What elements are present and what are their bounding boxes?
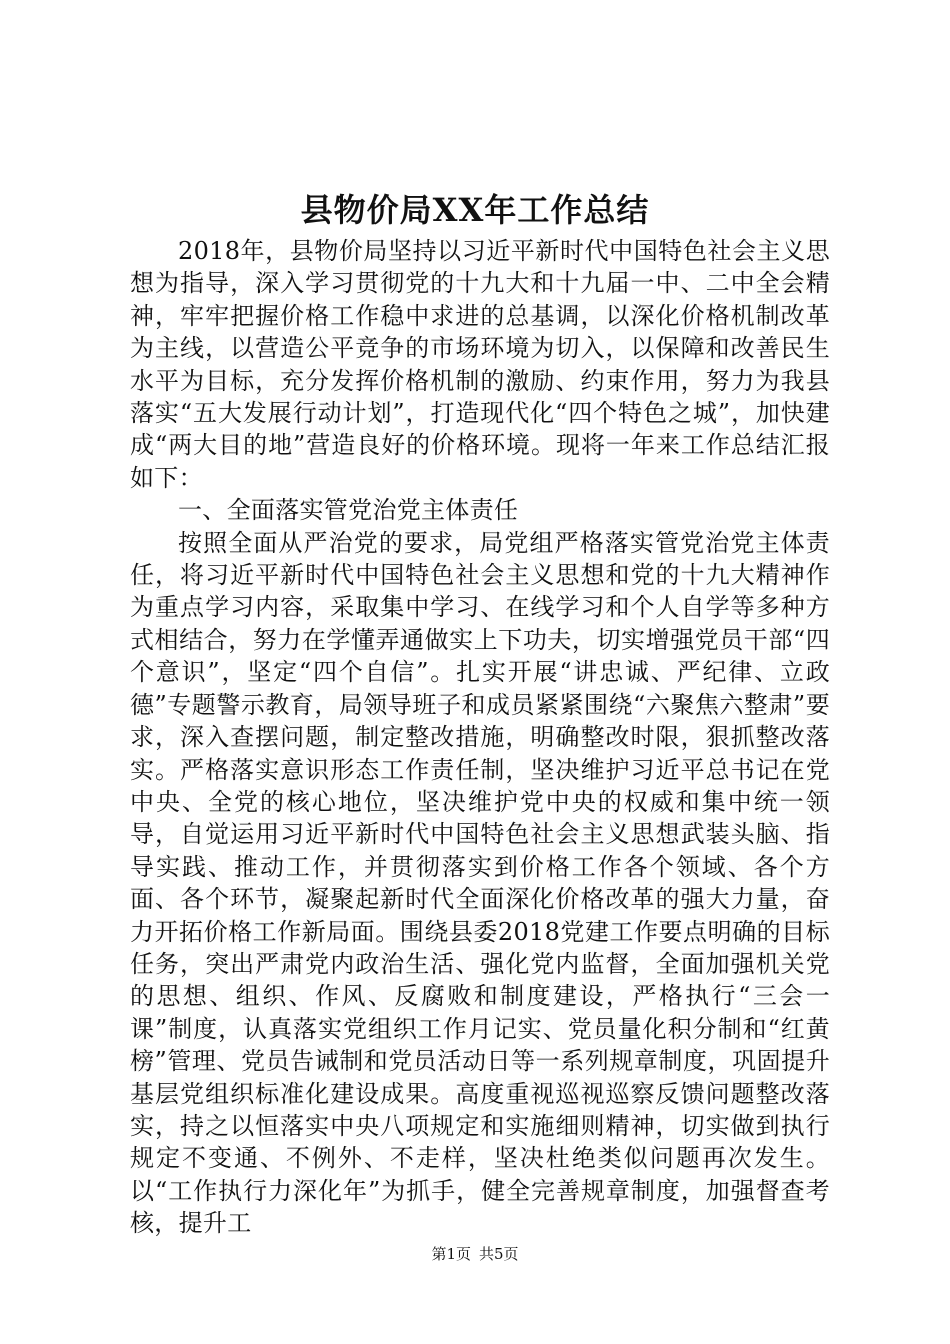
section-heading: 一、全面落实管党治党主体责任 <box>178 496 519 525</box>
body-paragraph: 按照全面从严治党的要求，局党组严格落实管党治党主体责任，将习近平新时代中国特色社会主义思想和党的十九大精神作为重点学习内容，采取集中学习、在线学习和个人自学等多种方式相结合，努力在学懂弄通做实上下功夫，切实增强党员干部“四个意识”，坚定“四个自信”。扎实开展“讲忠诚、严纪律、立政德”专题警示教育，局领导班子和成员紧紧围绕“六聚焦六整肃”要求，深入查摆问题，制定整改措施，明确整改时限，狠抓整改落实。严格落实意识形态工作责任制，坚决维护习近平总书记在党中央、全党的核心地位，坚决维护党中央的权威和集中统一领导，自觉运用习近平新时代中国特色社会主义思想武装头脑、指导实践、推动工作，并贯彻落实到价格工作各个领域、各个方面、各个环节，凝聚起新时代全面深化价格改革的强大力量，奋力开拓价格工作新局面。围绕县委2018党建工作要点明确的目标任务，突出严肃党内政治生活、强化党内监督，全面加强机关党的思想、组织、作风、反腐败和制度建设，严格执行“三会一课”制度，认真落实党组织工作月记实、党员量化积分制和“红黄榜”管理、党员告诫制和党员活动日等一系列规章制度，巩固提升基层党组织标准化建设成果。高度重视巡视巡察反馈问题整改落实，持之以恒落实中央八项规定和实施细则精神，切实做到执行规定不变通、不例外、不走样，坚决杜绝类似问题再次发生。以“工作执行力深化年”为抓手，健全完善规章制度，加强督查考核，提升工 <box>130 528 830 1238</box>
page-total: 共5页 <box>479 1245 519 1263</box>
intro-paragraph: 2018年，县物价局坚持以习近平新时代中国特色社会主义思想为指导，深入学习贯彻党的十九大和十九届一中、二中全会精神，牢牢把握价格工作稳中求进的总基调，以深化价格机制改革为主线，以营造公平竞争的市场环境为切入，以保障和改善民生水平为目标，充分发挥价格机制的激励、约束作用，努力为我县落实“五大发展行动计划”，打造现代化“四个特色之城”，加快建成“两大目的地”营造良好的价格环境。现将一年来工作总结汇报如下： <box>130 237 830 492</box>
document-body <box>130 235 830 1240</box>
document-title: 县物价局XX年工作总结 <box>300 191 650 229</box>
page-number: 第1页 <box>431 1245 471 1263</box>
page-footer <box>0 1244 950 1264</box>
